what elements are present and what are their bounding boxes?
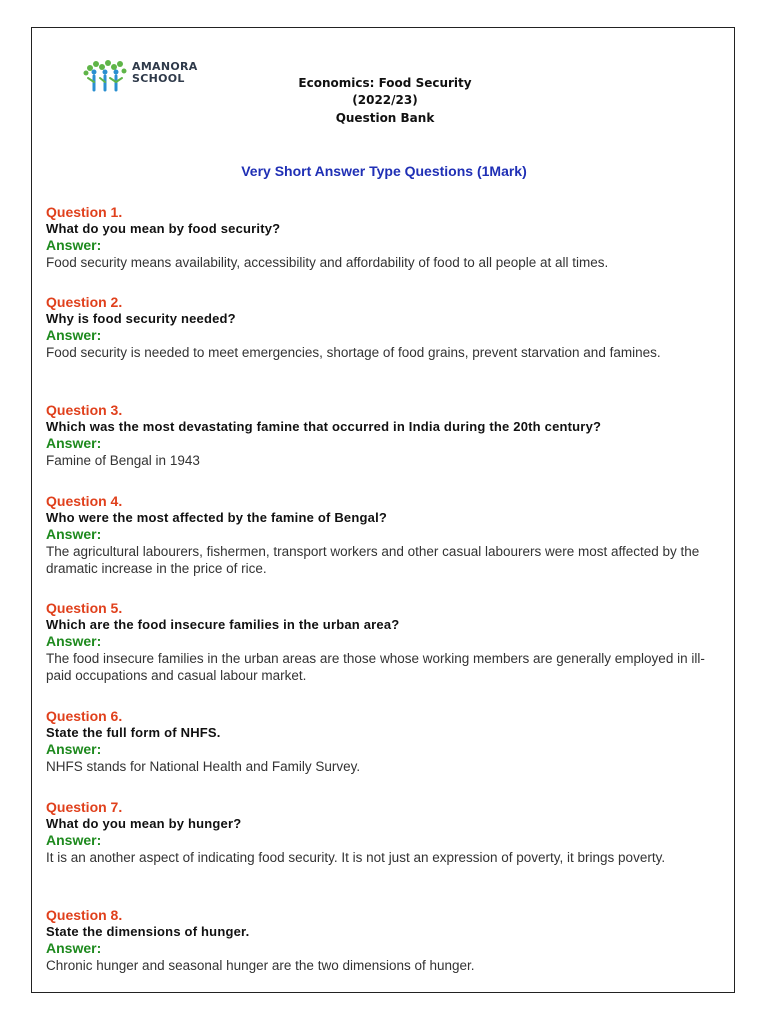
- question-text: What do you mean by food security?: [46, 221, 281, 236]
- answer-text: The agricultural labourers, fishermen, transport workers and other casual labourers were most affected by the dramatic increase in the price of rice.: [46, 544, 700, 576]
- question-text: Why is food security needed?: [46, 311, 236, 326]
- answer-label: Answer:: [46, 435, 102, 451]
- qa-item: [46, 799, 716, 866]
- answer-text: Food security means availability, accessibility and affordability of food to all people at all times.: [46, 255, 609, 270]
- question-label: Question 4.: [46, 493, 123, 509]
- question-text: What do you mean by hunger?: [46, 816, 242, 831]
- question-label: Question 8.: [46, 907, 123, 923]
- answer-label: Answer:: [46, 633, 102, 649]
- question-text: Which was the most devastating famine that occurred in India during the 20th century?: [46, 419, 602, 434]
- answer-text: The food insecure families in the urban areas are those whose working members are generally employed in ill-paid occupations and casual labour market.: [46, 651, 705, 683]
- document-subtitle: Question Bank: [335, 111, 435, 125]
- logo-text: [132, 61, 198, 85]
- answer-label: Answer:: [46, 940, 102, 956]
- section-title: Very Short Answer Type Questions (1Mark): [241, 163, 527, 179]
- answer-text: It is an another aspect of indicating food security. It is not just an expression of poverty, it brings poverty.: [46, 850, 666, 865]
- school-logo: [80, 58, 220, 94]
- answer-text: Food security is needed to meet emergencies, shortage of food grains, prevent starvation and famines.: [46, 345, 661, 360]
- answer-label: Answer:: [46, 832, 102, 848]
- question-text: State the dimensions of hunger.: [46, 924, 250, 939]
- qa-item: [46, 708, 716, 775]
- answer-label: Answer:: [46, 327, 102, 343]
- answer-label: Answer:: [46, 237, 102, 253]
- document-year: (2022/23): [352, 93, 418, 107]
- question-label: Question 1.: [46, 204, 123, 220]
- answer-label: Answer:: [46, 526, 102, 542]
- qa-item: [46, 600, 716, 684]
- qa-item: [46, 402, 716, 469]
- question-label: Question 5.: [46, 600, 123, 616]
- question-text: State the full form of NHFS.: [46, 725, 221, 740]
- tree-people-icon: [80, 58, 130, 94]
- answer-text: Famine of Bengal in 1943: [46, 453, 200, 468]
- answer-text: Chronic hunger and seasonal hunger are the two dimensions of hunger.: [46, 958, 475, 973]
- question-text: Who were the most affected by the famine of Bengal?: [46, 510, 388, 525]
- question-label: Question 7.: [46, 799, 123, 815]
- qa-item: [46, 907, 716, 974]
- question-label: Question 6.: [46, 708, 123, 724]
- logo-text-line1: AMANORA: [132, 60, 198, 73]
- qa-item: [46, 493, 716, 577]
- question-label: Question 2.: [46, 294, 123, 310]
- answer-label: Answer:: [46, 741, 102, 757]
- question-label: Question 3.: [46, 402, 123, 418]
- qa-item: [46, 294, 716, 361]
- qa-item: [46, 204, 716, 271]
- answer-text: NHFS stands for National Health and Family Survey.: [46, 759, 361, 774]
- document-title: Economics: Food Security: [298, 76, 472, 90]
- question-text: Which are the food insecure families in the urban area?: [46, 617, 400, 632]
- logo-text-line2: SCHOOL: [132, 72, 185, 85]
